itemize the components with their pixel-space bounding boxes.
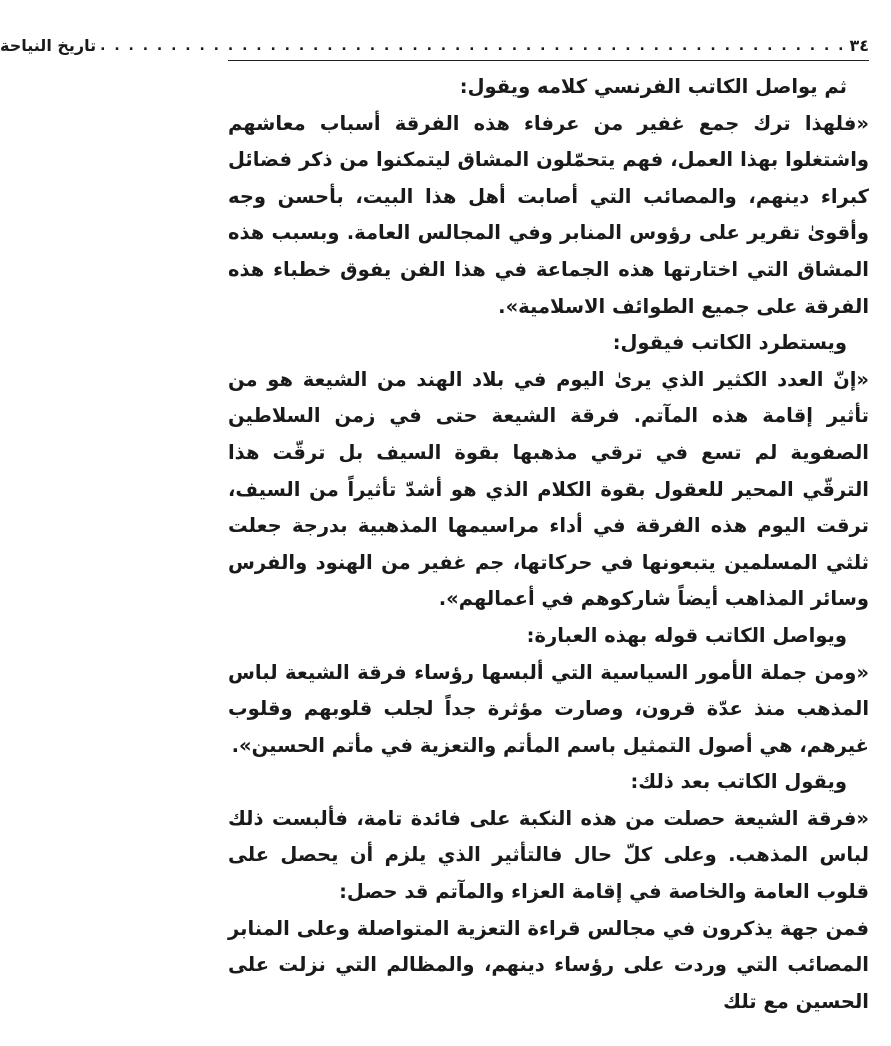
paragraph-7: ويقول الكاتب بعد ذلك: <box>630 770 847 794</box>
paragraph-9: فمن جهة يذكرون في مجالس قراءة التعزية المتواصلة وعلى المنابر المصائب التي وردت على رؤساء دينهم، والمظالم التي نزلت على الحسين مع تلك <box>228 916 869 1013</box>
dot-leader: . . . . . . . . . . . . . . . . . . . . . . . . . . . . . . . . . . . . . . . . . . . . . . . . . . . . . <box>100 38 846 54</box>
paragraph-2-quote: «فلهذا ترك جمع غفير من عرفاء هذه الفرقة أسباب معاشهم واشتغلوا بهذا العمل، فهم يتحمّلون المشاق ليتمكنوا من ذكر فضائل كبراء دينهم، والمصائب التي أصابت أهل هذا البيت، بأحسن وجه وأقوىٰ تقرير على رؤوس المنابر وفي المجالس العامة. وبسبب هذه المشاق التي اختارتها هذه الجماعة في هذا الفن يفوق خطباء هذه الفرقة على جميع الطوائف الاسلامية». <box>228 111 869 318</box>
paragraph-8-quote: «فرقة الشيعة حصلت من هذه النكبة على فائدة تامة، فألبست ذلك لباس المذهب. وعلى كلّ حال فالتأثير الذي يلزم أن يحصل على قلوب العامة والخاصة في إقامة العزاء والمآتم قد حصل: <box>228 806 869 904</box>
paragraph-6-quote: «ومن جملة الأمور السياسية التي ألبسها رؤساء فرقة الشيعة لباس المذهب منذ عدّة قرون، وصارت مؤثرة جداً لجلب قلوبهم وقلوب غيرهم، هي أصول التمثيل باسم المأتم والتعزية في مأتم الحسين». <box>228 660 869 757</box>
paragraph-5: ويواصل الكاتب قوله بهذه العبارة: <box>526 623 847 647</box>
book-page <box>0 22 869 1046</box>
paragraph-1: ثم يواصل الكاتب الفرنسي كلامه ويقول: <box>459 75 847 98</box>
paragraph-4-quote: «إنّ العدد الكثير الذي يرىٰ اليوم في بلاد الهند من الشيعة هو من تأثير إقامة هذه المآتم. فرقة الشيعة حتى في زمن السلاطين الصفوية لم تسع في ترقي مذهبها بقوة السيف بل ترقّت هذا الترقّي المحير للعقول بقوة الكلام الذي هو أشدّ تأثيراً من السيف، ترقت اليوم هذه الفرقة في أداء مراسيمها المذهبية بدرجة جعلت ثلثي المسلمين يتبعونها في حركاتها، جم غفير من الهنود والفرس وسائر المذاهب أيضاً شاركوهم في أعمالهم». <box>228 367 869 611</box>
page-header <box>0 22 869 61</box>
paragraph-3: ويستطرد الكاتب فيقول: <box>612 331 847 355</box>
body-text <box>228 69 869 1020</box>
running-title: تاريخ النياحة <box>0 36 97 55</box>
page-number: ٣٤ <box>849 36 869 55</box>
